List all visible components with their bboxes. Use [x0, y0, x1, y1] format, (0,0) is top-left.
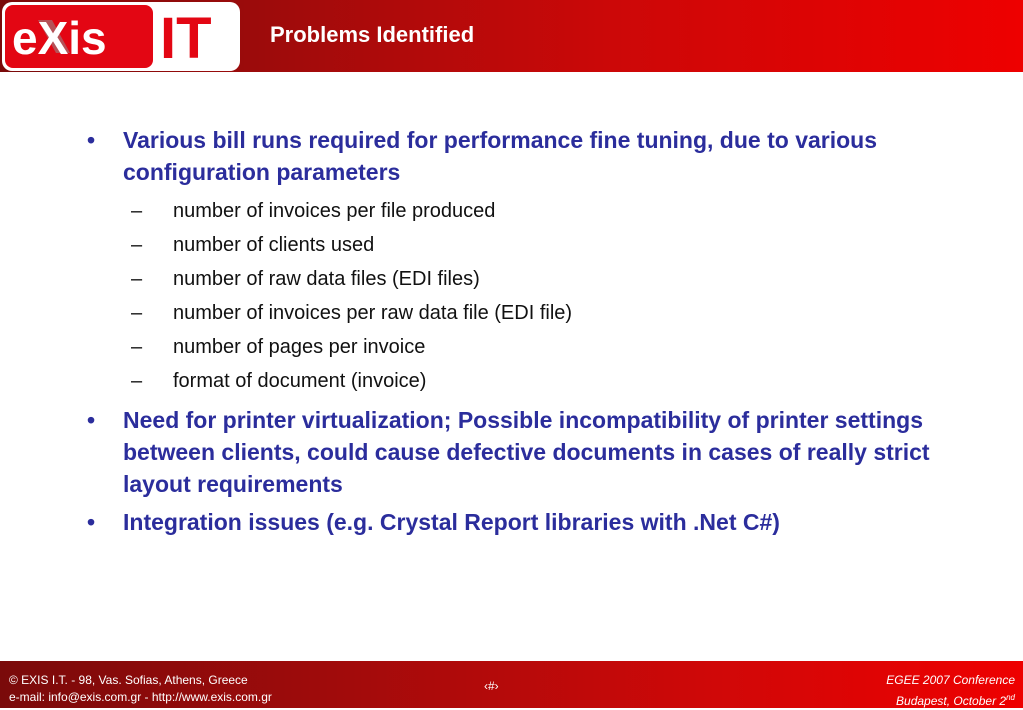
dash-marker: – — [131, 268, 143, 290]
sub-item-text: format of document (invoice) — [173, 370, 427, 392]
sub-item — [85, 194, 965, 228]
svg-text:eXis: eXis — [12, 12, 107, 64]
sub-item-text: number of clients used — [173, 234, 375, 256]
bullet-marker: • — [87, 407, 96, 433]
svg-text:IT: IT — [160, 6, 212, 71]
sub-item-text: number of raw data files (EDI files) — [173, 268, 480, 290]
exis-it-logo — [2, 2, 240, 71]
bullet-item — [85, 124, 965, 188]
conference-date-text: Budapest, October 2 — [896, 694, 1007, 708]
bullet-marker: • — [87, 509, 96, 535]
footer-conference — [886, 672, 1015, 710]
sub-item — [85, 228, 965, 262]
header-bar — [0, 0, 1023, 72]
sub-item — [85, 262, 965, 296]
sub-list — [85, 194, 965, 398]
sub-item-text: number of pages per invoice — [173, 336, 426, 358]
sub-item-text: number of invoices per file produced — [173, 200, 496, 222]
bullet-item — [85, 506, 965, 538]
bullet-item — [85, 404, 965, 500]
footer-email-web: e-mail: info@exis.com.gr - http://www.exis.com.gr — [9, 690, 272, 704]
footer-contact — [9, 672, 272, 706]
dash-marker: – — [131, 370, 143, 392]
sub-item — [85, 364, 965, 398]
sub-item — [85, 330, 965, 364]
footer-address: © EXIS I.T. - 98, Vas. Sofias, Athens, Greece — [9, 673, 248, 687]
bullet-text: Various bill runs required for performance fine tuning, due to various configuration parameters — [123, 127, 878, 185]
sub-item-text: number of invoices per raw data file (EDI file) — [173, 302, 573, 324]
footer-bar — [0, 661, 1023, 708]
page-title: Problems Identified — [270, 22, 475, 47]
bullet-text: Integration issues (e.g. Crystal Report libraries with .Net C#) — [123, 509, 780, 535]
dash-marker: – — [131, 336, 143, 358]
dash-marker: – — [131, 302, 143, 324]
dash-marker: – — [131, 234, 143, 256]
page-number: ‹#› — [484, 679, 499, 693]
bullet-text: Need for printer virtualization; Possible incompatibility of printer settings between clients, could cause defective documents in cases of really strict layout requirements — [123, 407, 930, 497]
conference-location-date — [886, 689, 1015, 710]
date-suffix: nd — [1006, 693, 1015, 702]
slide-content — [85, 124, 965, 544]
sub-item — [85, 296, 965, 330]
conference-name: EGEE 2007 Conference — [886, 673, 1015, 687]
dash-marker: – — [131, 200, 143, 222]
bullet-marker: • — [87, 127, 96, 153]
